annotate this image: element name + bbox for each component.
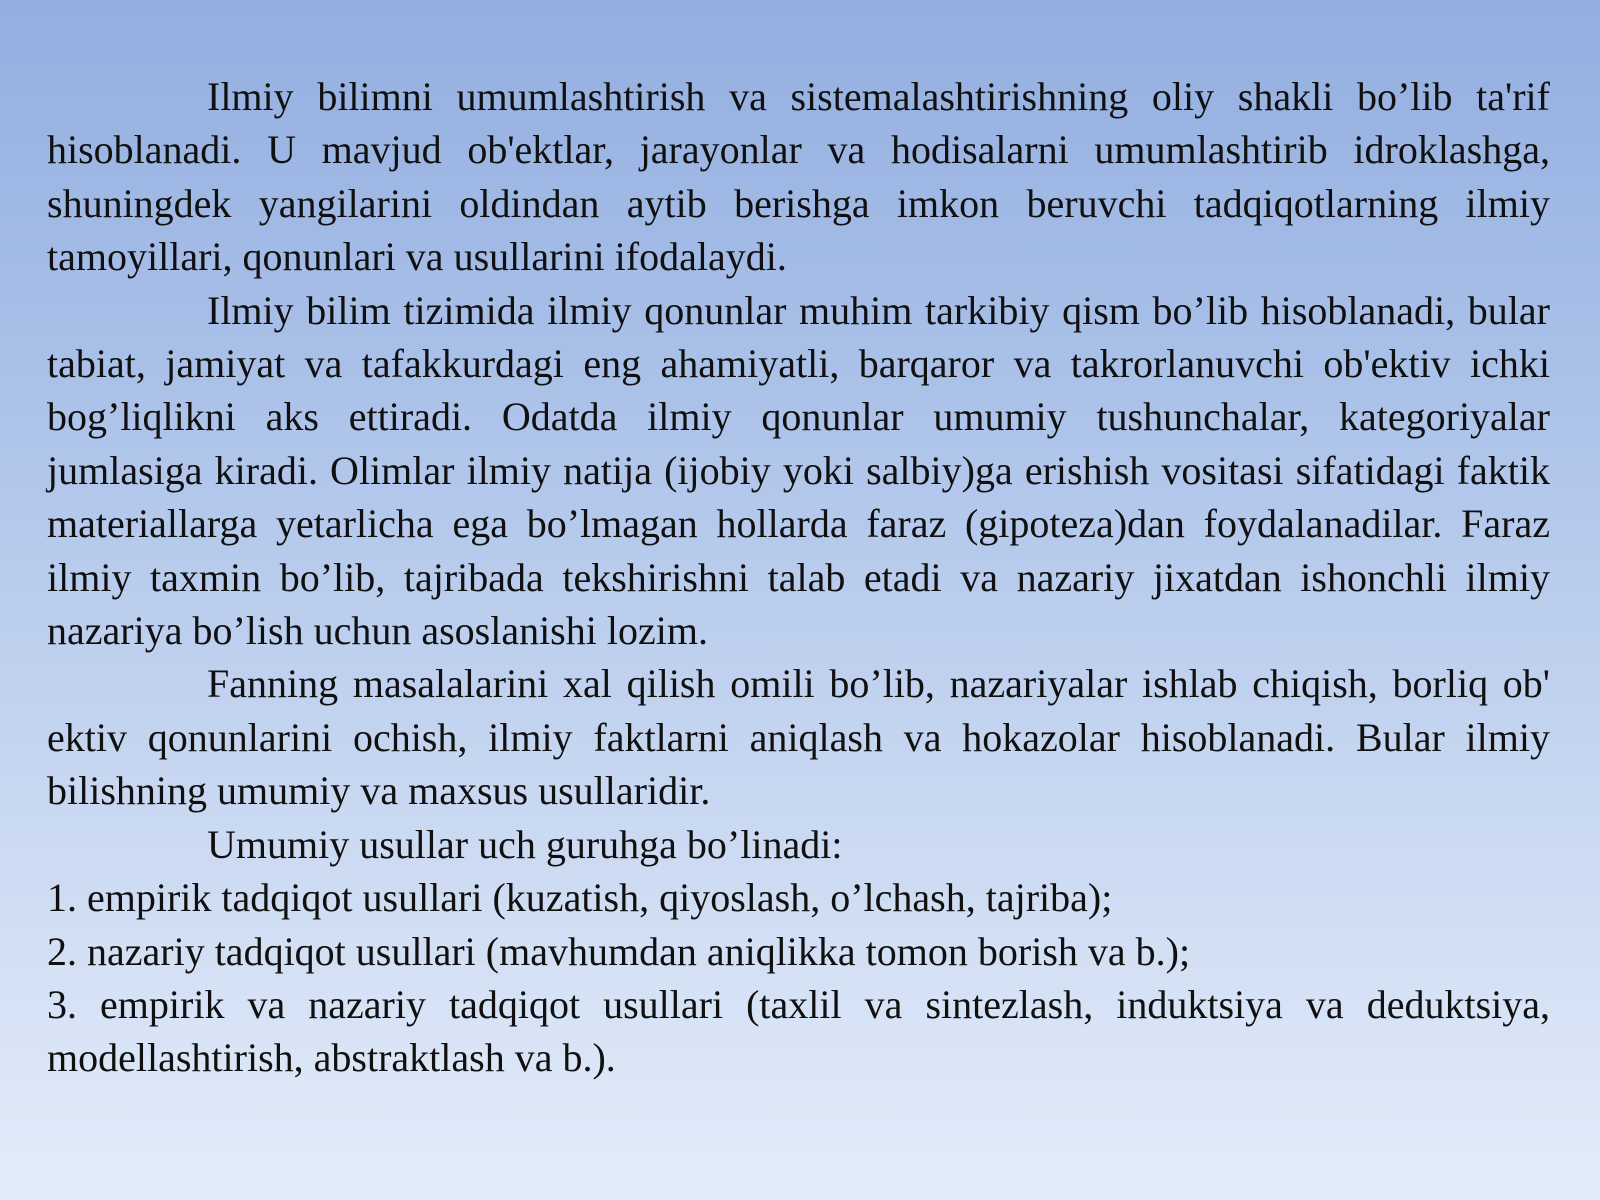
paragraph-methods-intro: Umumiy usullar uch guruhga bo’linadi: [207, 821, 843, 867]
paragraph-scientific-laws: Ilmiy bilim tizimida ilmiy qonunlar muhim tarkibiy qism bo’lib hisoblanadi, bular tabiat, jamiyat va tafakkurdagi eng ahamiyatli, barqaror va takrorlanuvchi ob'ektiv ichki bog’liqlikni aks ettiradi. Odatda ilmiy qonunlar umumiy tushunchalar, kategoriyalar jumlasiga kiradi. Olimlar ilmiy natija (ijobiy yoki salbiy)ga erishish vositasi sifatidagi faktik materiallarga yetarlicha ega bo’lmagan hollarda faraz (gipoteza)dan foydalanadilar. Faraz ilmiy taxmin bo’lib, tajribada tekshirishni talab etadi va nazariy jixatdan ishonchli ilmiy nazariya bo’lish uchun asoslanishi lozim. [47, 287, 1550, 654]
slide-text-body [47, 70, 1550, 1085]
paragraph-science-tasks: Fanning masalalarini xal qilish omili bo’lib, nazariyalar ishlab chiqish, borliq ob' ektiv qonunlarini ochish, ilmiy faktlarni aniqlash va hokazolar hisoblanadi. Bular ilmiy bilishning umumiy va maxsus usullaridir. [47, 661, 1550, 814]
list-item-theoretical: 2. nazariy tadqiqot usullari (mavhumdan aniqlikka tomon borish va b.); [47, 928, 1191, 974]
paragraph-definition: Ilmiy bilimni umumlashtirish va sistemalashtirishning oliy shakli bo’lib ta'rif hisoblanadi. U mavjud ob'ektlar, jarayonlar va hodisalarni umumlashtirib idroklashga, shuningdek yangilarini oldindan aytib berishga imkon beruvchi tadqiqotlarning ilmiy tamoyillari, qonunlari va usullarini ifodalaydi. [47, 74, 1550, 280]
list-item-empirical: 1. empirik tadqiqot usullari (kuzatish, qiyoslash, o’lchash, tajriba); [47, 875, 1113, 921]
list-item-combined: 3. empirik va nazariy tadqiqot usullari (taxlil va sintezlash, induktsiya va deduktsiya, modellashtirish, abstraktlash va b.). [47, 981, 1550, 1081]
